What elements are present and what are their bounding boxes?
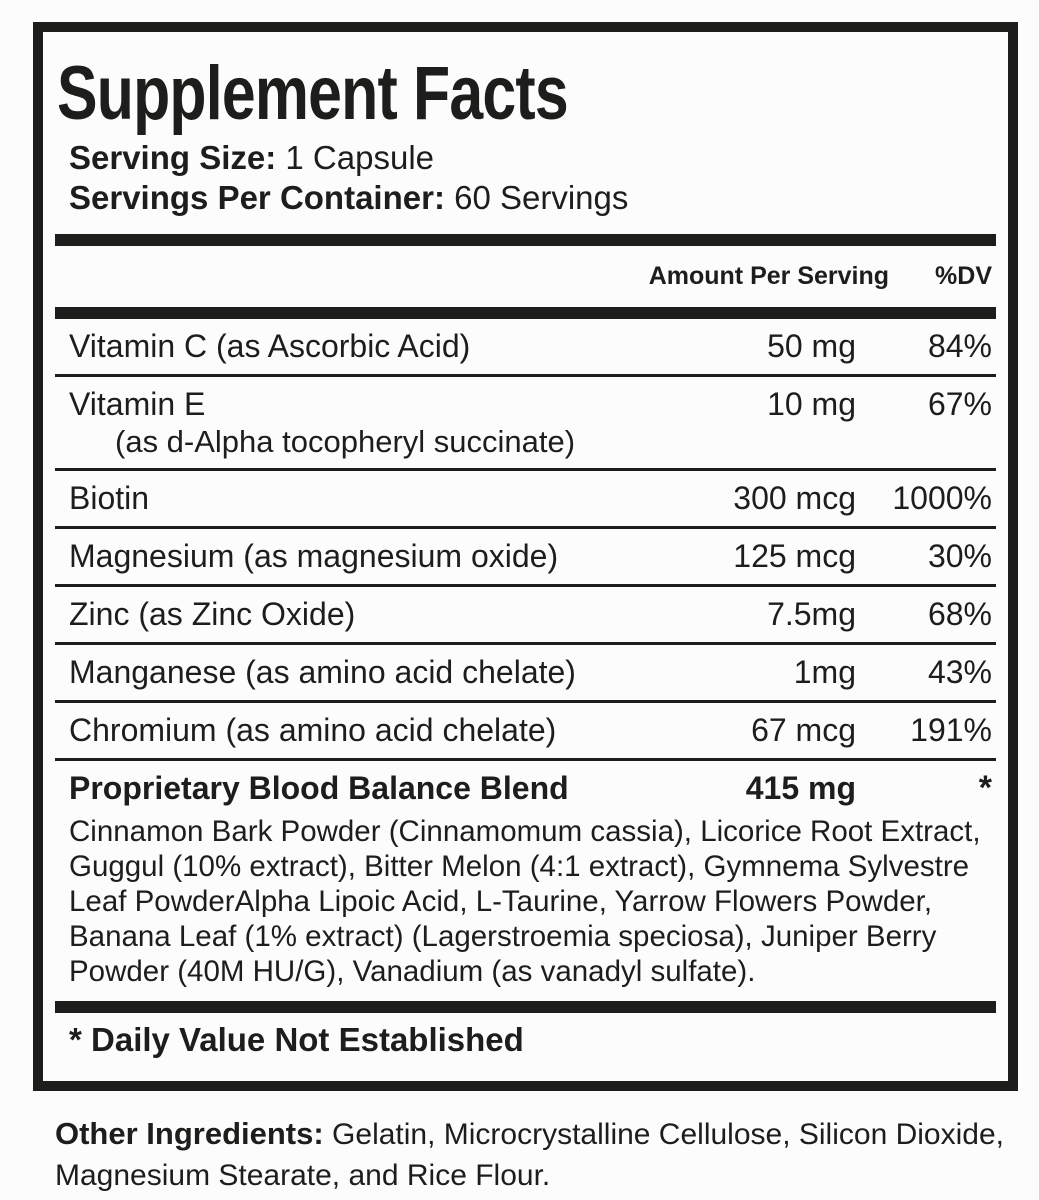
nutrient-rows	[55, 319, 996, 989]
panel-title: Supplement Facts	[57, 51, 568, 136]
nutrient-amount: 300 mcg	[733, 480, 856, 516]
nutrient-amount: 67 mcg	[751, 712, 856, 748]
blend-description: Cinnamon Bark Powder (Cinnamomum cassia), Licorice Root Extract, Guggul (10% extract), Bitter Melon (4:1 extract), Gymnema Sylvestre Leaf PowderAlpha Lipoic Acid, L-Taurine, Yarrow Flowers Powder, Banana Leaf (1% extract) (Lagerstroemia speciosa), Juniper Berry Powder (40M HU/G), Vanadium (as vanadyl sulfate).	[69, 815, 981, 988]
table-row-zinc	[55, 587, 996, 645]
other-ingredients-text: Gelatin, Microcrystalline Cellulose, Silicon Dioxide, Magnesium Stearate, and Rice Flour.	[55, 1118, 1004, 1192]
table-row-biotin	[55, 471, 996, 529]
thick-divider-top	[55, 234, 996, 246]
table-row-magnesium	[55, 529, 996, 587]
nutrient-dv: 43%	[927, 654, 992, 690]
thick-divider-header	[55, 307, 996, 319]
nutrient-dv: 84%	[927, 328, 992, 364]
table-row-vitamin-c	[55, 319, 996, 377]
nutrient-amount: 7.5mg	[767, 596, 856, 632]
daily-value-footnote: * Daily Value Not Established	[69, 1021, 524, 1058]
servings-per-container-label: Servings Per Container:	[69, 179, 445, 216]
nutrient-dv: 68%	[927, 596, 992, 632]
table-row-manganese	[55, 645, 996, 703]
nutrient-name: Biotin	[69, 480, 150, 516]
amount-per-serving-header: Amount Per Serving	[648, 262, 890, 290]
blend-dv-asterisk: *	[978, 769, 992, 807]
blend-name: Proprietary Blood Balance Blend	[69, 770, 569, 806]
serving-size-line	[69, 138, 996, 178]
nutrient-dv: 191%	[910, 712, 992, 748]
table-row-chromium	[55, 703, 996, 761]
nutrient-name: Manganese (as amino acid chelate)	[69, 654, 576, 690]
supplement-facts-panel	[33, 22, 1018, 1091]
serving-size-value: 1 Capsule	[285, 139, 435, 176]
nutrient-name: Vitamin C (as Ascorbic Acid)	[69, 328, 471, 364]
nutrient-name: Magnesium (as magnesium oxide)	[69, 538, 559, 574]
nutrient-amount: 125 mcg	[733, 538, 856, 574]
nutrient-dv: 30%	[927, 538, 992, 574]
serving-size-label: Serving Size:	[69, 139, 277, 176]
column-header-row	[59, 262, 992, 291]
percent-dv-header: %DV	[935, 262, 992, 290]
nutrient-dv: 1000%	[892, 480, 992, 516]
blend-amount: 415 mg	[745, 770, 856, 806]
nutrient-subname: (as d-Alpha tocopheryl succinate)	[115, 424, 576, 459]
other-ingredients-label: Other Ingredients:	[55, 1116, 324, 1151]
table-row-proprietary-blend	[55, 761, 996, 810]
nutrient-amount: 10 mg	[767, 386, 856, 422]
nutrient-dv: 67%	[927, 386, 992, 422]
table-row-vitamin-e	[55, 377, 996, 471]
servings-per-container-value: 60 Servings	[454, 179, 629, 216]
other-ingredients	[55, 1113, 1015, 1196]
nutrient-name: Vitamin E	[69, 386, 206, 422]
nutrient-amount: 1mg	[793, 654, 856, 690]
thick-divider-bottom	[55, 1001, 996, 1013]
servings-per-container-line	[69, 178, 996, 218]
nutrient-name: Zinc (as Zinc Oxide)	[69, 596, 356, 632]
nutrient-amount: 50 mg	[767, 328, 856, 364]
nutrient-name: Chromium (as amino acid chelate)	[69, 712, 557, 748]
